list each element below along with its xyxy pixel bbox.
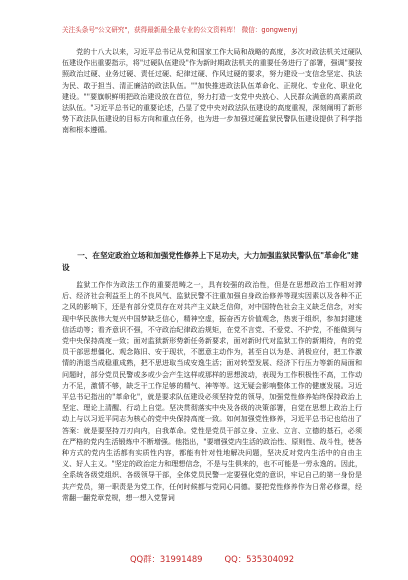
- intro-paragraph: 党的十八大以来，习近平总书记从党和国家工作大局和战略的高度，多次对政法机关过硬队伍建设作出重要指示，将"过硬队伍建设"作为新时期政法机关的重要任务进行了部署，强调"要按照政治过硬、业务过硬、责任过硬、纪律过硬、作风过硬的要求，努力建设一支信念坚定、执法为民、敢于担当、清正廉洁的政法队伍。""加快推进政法队伍革命化、正规化、专业化、职业化建设。""要旗帜鲜明把政治建设放在首位，努力打造一支党中央放心、人民群众满意的高素质政法队伍。"习近平总书记的重要论述，凸显了党中央对政法队伍建设的高度重视，深刻阐明了新形势下政法队伍建设的目标方向和重点任务，也为进一步加强过硬监狱民警队伍建设提供了科学指南和根本遵循。: [62, 47, 362, 135]
- section-paragraph: 监狱工作作为政法工作的重要范畴之一，具有较强的政治性，但是在思想政治工作相对滞后、经济社会利益至上的不良风气、监狱民警不注重加强自身政治修养等现实因素以及各种不正之风的影响下，还是有部分党员存在对共产主义缺乏信仰，对中国特色社会主义缺乏信念，对实现中华民族伟大复兴中国梦缺乏信心，精神空虚，振奋西方价值观念，热衷于组织，参加封建迷信活动等；看齐意识不强，不守政治纪律政治规矩，在党不言党、不爱党、不护党，不能做到与党中央保持高度一致；面对监狱新形势新任务新要求，面对新时代对监狱工作的新期待，有的党员干部思想僵化、观念陈旧、安于现状，不愿意主动作为，甚至自以为是、消极应付，把工作激情的消退当成稳重成熟，把不思进取当成安逸生活；面对转型发展、经济下行压力等新的局面和问题时，部分党员民警或多或少会产生这样或那样的思想波动，表现为工作积极性不高，工作动力不足，激情不够，缺乏干工作足够的精气、神等等。这无疑会影响整体工作的健康发展。习近平总书记指出的"革命化"，就是要求队伍建设必须坚持党的领导，加强党性修养始终保持政治上坚定、理论上清醒、行动上自觉。坚决贯彻落实中央及各级的决策部署，自觉在思想上政治上行动上与以习近平同志为核心的党中央保持高度一致。如何加强党性修养，习近平总书记也给出了答案：就是要坚持刀刃向内，自我革命。党性是党员干部立身、立业、立言、立德的基石，必须在严格的党内生活锻炼中不断增强。他指出，"要增强党内生活的政治性、原则性、战斗性，使各种方式的党内生活都有实质性内容，都能有针对性地解决问题，坚决反对党内生活中的自由主义、好人主义。"坚定的政治定力和理想信念，不是与生俱来的，也不可能是一劳永逸的。因此，全系统各级党组织、各级领导干部，全体党员民警一定要强化党的意识，牢记自己的第一身份是共产党员，第一职责是为党工作，任何时候都与党同心同德。要把党性修养作为日常必修课，经常翻一翻党章党规，想一想入党誓词: [62, 280, 362, 502]
- qq-group-label: QQ群：31991489: [129, 554, 203, 564]
- promo-banner: 关注头条号"公文研究"，获得最新最全最专业的公文资料库！ 微信：gongwenyj: [62, 26, 298, 34]
- section-heading: 一、在坚定政治立场和加强党性修养上下足功夫，大力加强监狱民警队伍"革命化"建设: [62, 251, 359, 272]
- qq-contact-label: QQ：535304092: [224, 554, 295, 564]
- contact-footer: [62, 553, 362, 565]
